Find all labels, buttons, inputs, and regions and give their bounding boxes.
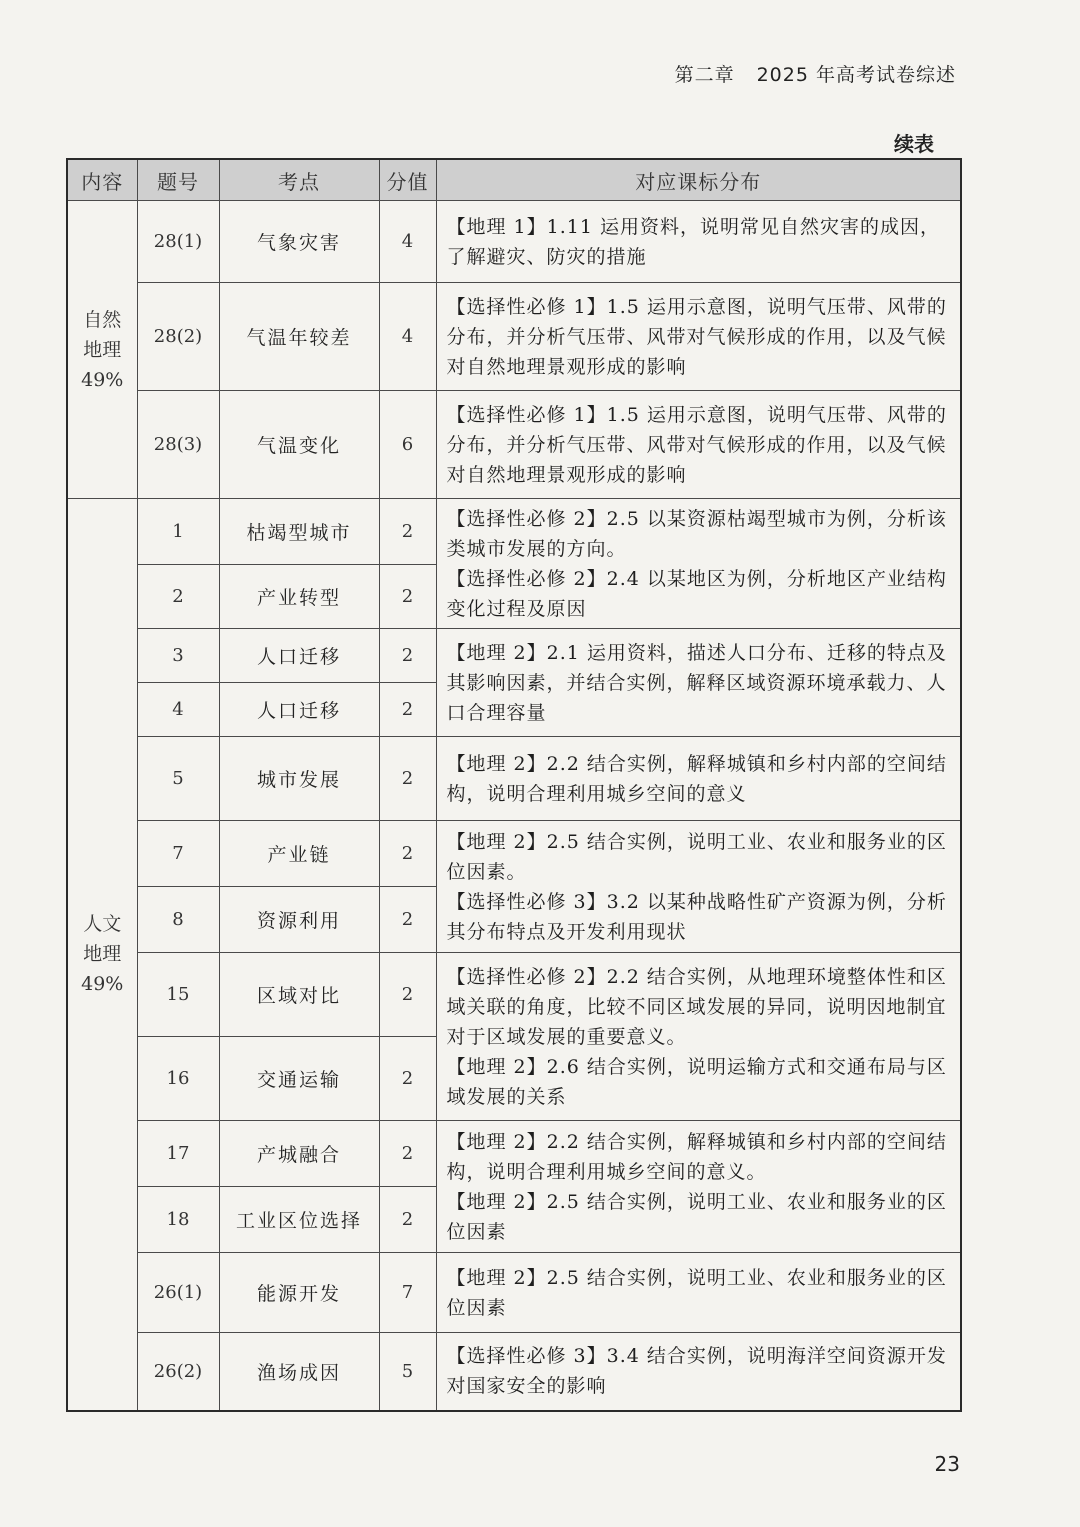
topic: 资源利用 xyxy=(219,887,379,953)
question-number: 2 xyxy=(137,565,219,629)
topic: 气温变化 xyxy=(219,391,379,499)
topic: 渔场成因 xyxy=(219,1333,379,1411)
score: 2 xyxy=(379,683,436,737)
question-number: 26(2) xyxy=(137,1333,219,1411)
topic: 工业区位选择 xyxy=(219,1187,379,1253)
question-number: 28(3) xyxy=(137,391,219,499)
chapter-label: 第二章 xyxy=(674,64,735,86)
topic: 枯竭型城市 xyxy=(219,499,379,565)
score: 6 xyxy=(379,391,436,499)
question-number: 28(1) xyxy=(137,201,219,283)
header-curriculum: 对应课标分布 xyxy=(436,159,961,201)
topic: 产业转型 xyxy=(219,565,379,629)
topic: 人口迁移 xyxy=(219,629,379,683)
score: 2 xyxy=(379,629,436,683)
question-number: 16 xyxy=(137,1037,219,1121)
table-row xyxy=(67,953,961,1037)
table-row xyxy=(67,283,961,391)
curriculum-cell: 【地理 2】2.5 结合实例，说明工业、农业和服务业的区位因素 xyxy=(436,1253,961,1333)
topic: 人口迁移 xyxy=(219,683,379,737)
topic: 产城融合 xyxy=(219,1121,379,1187)
table-row xyxy=(67,1253,961,1333)
topic: 能源开发 xyxy=(219,1253,379,1333)
score: 2 xyxy=(379,737,436,821)
question-number: 7 xyxy=(137,821,219,887)
question-number: 28(2) xyxy=(137,283,219,391)
continued-label: 续表 xyxy=(894,132,934,156)
question-number: 17 xyxy=(137,1121,219,1187)
score: 2 xyxy=(379,1037,436,1121)
question-number: 8 xyxy=(137,887,219,953)
topic: 气象灾害 xyxy=(219,201,379,283)
question-number: 18 xyxy=(137,1187,219,1253)
score: 2 xyxy=(379,821,436,887)
curriculum-cell: 【地理 1】1.11 运用资料，说明常见自然灾害的成因，了解避灾、防灾的措施 xyxy=(436,201,961,283)
table-row xyxy=(67,629,961,683)
score: 2 xyxy=(379,499,436,565)
header-question-number: 题号 xyxy=(137,159,219,201)
category-physical-geography: 自然 地理 49% xyxy=(67,201,137,499)
question-number: 3 xyxy=(137,629,219,683)
table-row xyxy=(67,391,961,499)
page-header xyxy=(675,60,956,87)
table-row xyxy=(67,499,961,565)
table-row xyxy=(67,1121,961,1187)
question-number: 15 xyxy=(137,953,219,1037)
curriculum-cell: 【选择性必修 1】1.5 运用示意图，说明气压带、风带的分布，并分析气压带、风带对气候形成的作用，以及气候对自然地理景观形成的影响 xyxy=(436,283,961,391)
curriculum-table xyxy=(66,158,962,1412)
curriculum-cell: 【地理 2】2.2 结合实例，解释城镇和乡村内部的空间结构，说明合理利用城乡空间的意义。 【地理 2】2.5 结合实例，说明工业、农业和服务业的区位因素 xyxy=(436,1121,961,1253)
score: 7 xyxy=(379,1253,436,1333)
curriculum-cell: 【选择性必修 1】1.5 运用示意图，说明气压带、风带的分布，并分析气压带、风带对气候形成的作用，以及气候对自然地理景观形成的影响 xyxy=(436,391,961,499)
score: 2 xyxy=(379,565,436,629)
question-number: 26(1) xyxy=(137,1253,219,1333)
question-number: 4 xyxy=(137,683,219,737)
curriculum-cell: 【选择性必修 2】2.5 以某资源枯竭型城市为例，分析该类城市发展的方向。 【选择性必修 2】2.4 以某地区为例，分析地区产业结构变化过程及原因 xyxy=(436,499,961,629)
curriculum-cell: 【地理 2】2.2 结合实例，解释城镇和乡村内部的空间结构，说明合理利用城乡空间的意义 xyxy=(436,737,961,821)
score: 2 xyxy=(379,1187,436,1253)
score: 4 xyxy=(379,283,436,391)
score: 5 xyxy=(379,1333,436,1411)
table-header-row xyxy=(67,159,961,201)
topic: 城市发展 xyxy=(219,737,379,821)
header-topic: 考点 xyxy=(219,159,379,201)
curriculum-cell: 【地理 2】2.1 运用资料，描述人口分布、迁移的特点及其影响因素，并结合实例，解释区域资源环境承载力、人口合理容量 xyxy=(436,629,961,737)
score: 4 xyxy=(379,201,436,283)
score: 2 xyxy=(379,1121,436,1187)
page-number: 23 xyxy=(934,1452,960,1476)
header-content: 内容 xyxy=(67,159,137,201)
topic: 交通运输 xyxy=(219,1037,379,1121)
table-row xyxy=(67,737,961,821)
curriculum-cell: 【地理 2】2.5 结合实例，说明工业、农业和服务业的区位因素。 【选择性必修 3】3.2 以某种战略性矿产资源为例，分析其分布特点及开发利用现状 xyxy=(436,821,961,953)
topic: 区域对比 xyxy=(219,953,379,1037)
header-score: 分值 xyxy=(379,159,436,201)
score: 2 xyxy=(379,953,436,1037)
topic: 产业链 xyxy=(219,821,379,887)
topic: 气温年较差 xyxy=(219,283,379,391)
table-row xyxy=(67,1333,961,1411)
curriculum-cell: 【选择性必修 2】2.2 结合实例，从地理环境整体性和区域关联的角度，比较不同区域发展的异同，说明因地制宜对于区域发展的重要意义。 【地理 2】2.6 结合实例，说明运输方式和交通布局与区域发展的关系 xyxy=(436,953,961,1121)
question-number: 5 xyxy=(137,737,219,821)
score: 2 xyxy=(379,887,436,953)
chapter-title: 2025 年高考试卷综述 xyxy=(756,64,956,86)
curriculum-cell: 【选择性必修 3】3.4 结合实例，说明海洋空间资源开发对国家安全的影响 xyxy=(436,1333,961,1411)
question-number: 1 xyxy=(137,499,219,565)
table-row xyxy=(67,201,961,283)
table-row xyxy=(67,821,961,887)
category-human-geography: 人文 地理 49% xyxy=(67,499,137,1411)
